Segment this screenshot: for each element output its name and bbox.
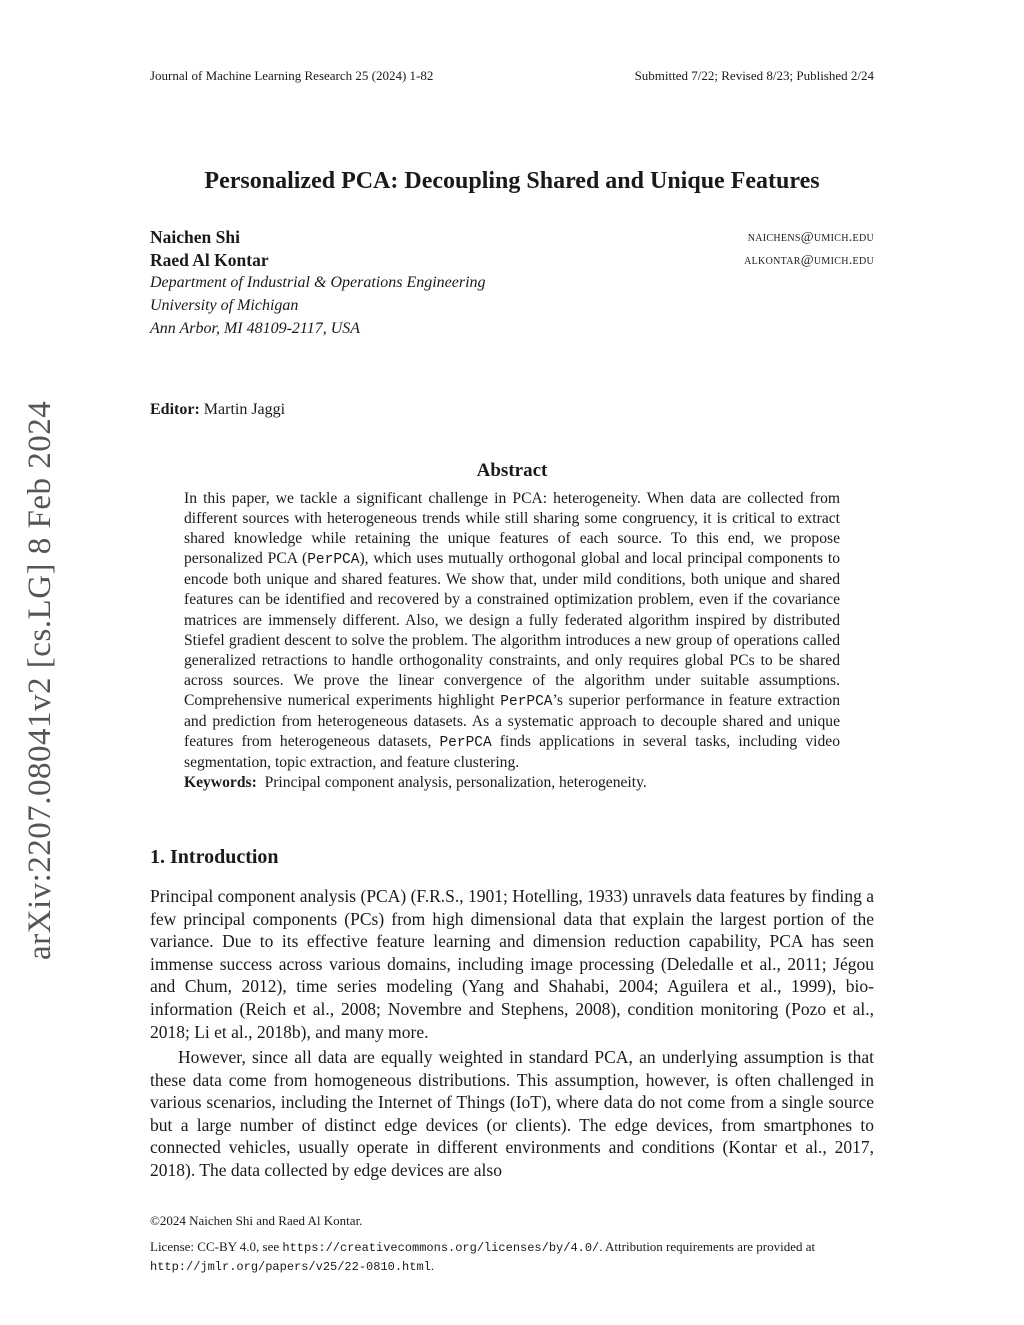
section-heading: 1. Introduction [150, 846, 279, 868]
method-name-code: PerPCA [307, 552, 360, 569]
abstract-heading: Abstract [476, 460, 548, 481]
affiliation-address: Ann Arbor, MI 48109-2117, USA [150, 320, 361, 337]
editor-label: Editor: [150, 401, 200, 418]
method-name-code: PerPCA [500, 693, 553, 710]
abstract-text: ), which uses mutually orthogonal global and local principal components to encode both unique and shared features. We show that, under mild conditions, both unique and shared features can be identified and recovered by a constrained optimization problem, even if the covariance matrices are immensely different. Also, we design a fully federated algorithm inspired by distributed Stiefel gradient descent to solve the problem. The algorithm introduces a new group of operations called generalized retractions to handle orthogonality constraints, and only requires global PCs to be shared across sources. We prove the linear convergence of the algorithm under suitable assumptions. Comprehensive numerical experiments highlight [184, 550, 841, 709]
editor-name: Martin Jaggi [203, 401, 286, 418]
author-name: Naichen Shi [150, 227, 240, 247]
copyright-notice: ©2024 Naichen Shi and Raed Al Kontar. [150, 1213, 363, 1228]
author-name: Raed Al Kontar [150, 250, 269, 270]
affiliation-university: University of Michigan [150, 297, 299, 314]
abstract-text: finds applications in several tasks, including video segmentation, topic extraction, and feature clustering. [184, 733, 840, 772]
journal-header: Journal of Machine Learning Research 25 (2024) 1-82 [150, 68, 434, 83]
affiliation-department: Department of Industrial & Operations Engineering [150, 274, 486, 291]
method-name-code: PerPCA [439, 735, 492, 752]
abstract-body [184, 489, 840, 793]
license-text: . Attribution requirements are provided at [599, 1239, 816, 1254]
intro-paragraph-1: Principal component analysis (PCA) (F.R.S., 1901; Hotelling, 1933) unravels data features by finding a few principal components (PCs) from high dimensional data that explain the largest portion of the variance. Due to its effective feature learning and dimension reduction capability, PCA has seen immense success across various domains, including image processing (Deledalle et al., 2011; Jégou and Chum, 2012), time series modeling (Yang and Shahabi, 2004; Aguilera et al., 1999), bio-information (Reich et al., 2008; Novembre and Stephens, 2008), condition monitoring (Pozo et al., 2018; Li et al., 2018b), and many more. [150, 886, 874, 1042]
editor-line [150, 401, 285, 419]
abstract-text: In this paper, we tackle a significant challenge in PCA: heterogeneity. When data are collected from different sources with heterogeneous trends while still sharing some congruency, it is critical to extract shared knowledge while retaining the unique features of each source. To this end, we propose personalized PCA ( [184, 490, 840, 568]
arxiv-identifier: arXiv:2207.08041v2 [cs.LG] 8 Feb 2024 [22, 400, 58, 960]
submission-dates: Submitted 7/22; Revised 8/23; Published 2/24 [634, 68, 874, 83]
license-text: License: CC-BY 4.0, see [150, 1239, 283, 1254]
license-text: . [430, 1258, 435, 1273]
keywords-label: Keywords: [184, 774, 257, 792]
license-link[interactable]: https://creativecommons.org/licenses/by/4.0/ [282, 1241, 600, 1255]
intro-paragraph-2: However, since all data are equally weighted in standard PCA, an underlying assumption is that these data come from homogeneous distributions. This assumption, however, is often challenged in various scenarios, including the Internet of Things (IoT), where data do not come from a single source but a large number of distinct edge devices (or clients). The edge devices, from smartphones to connected vehicles, usually operate in different environments and conditions (Kontar et al., 2017, 2018). The data collected by edge devices are also [150, 1047, 874, 1180]
author-email[interactable]: naichens@umich.edu [747, 230, 874, 245]
paper-title: Personalized PCA: Decoupling Shared and Unique Features [204, 168, 820, 194]
author-email[interactable]: alkontar@umich.edu [744, 253, 874, 268]
abstract-text: ’s superior performance in feature extraction and prediction from heterogeneous datasets. As a systematic approach to decouple shared and unique features from heterogeneous datasets, [184, 691, 840, 751]
keywords-text: Principal component analysis, personalization, heterogeneity. [264, 774, 647, 792]
license-notice [150, 1238, 876, 1276]
attribution-link[interactable]: http://jmlr.org/papers/v25/22-0810.html [150, 1260, 431, 1274]
keywords-line [184, 773, 840, 793]
